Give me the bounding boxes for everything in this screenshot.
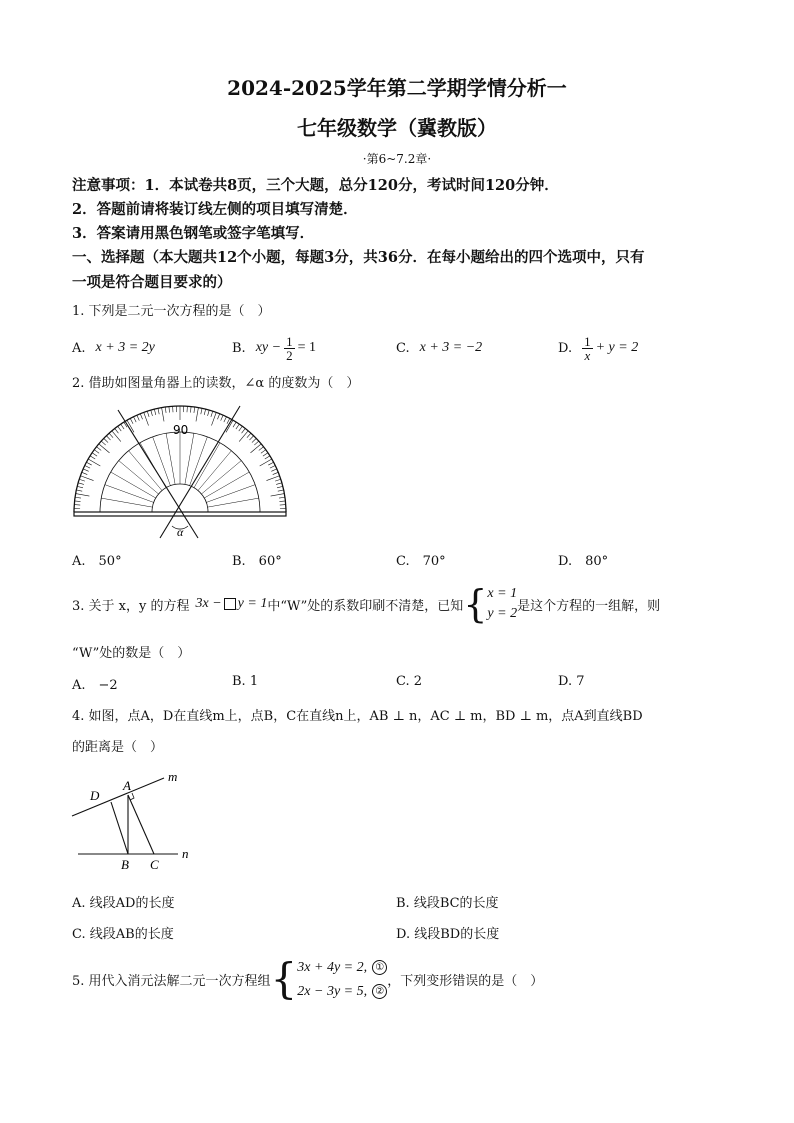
note-3: 3．答案请用黑色钢笔或签字笔填写．	[72, 225, 315, 242]
protractor-radial-line	[201, 461, 241, 494]
protractor-radial-line	[204, 472, 249, 498]
protractor-tick	[196, 408, 198, 422]
protractor-tick	[75, 497, 81, 498]
q5-eq1-row	[297, 955, 387, 979]
q1-option-a	[72, 330, 155, 366]
protractor-tick	[275, 479, 281, 481]
q5-eq2: 2x − 3y = 5,	[297, 984, 368, 999]
protractor-tick	[271, 494, 285, 496]
protractor-tick	[85, 466, 90, 469]
label-D: D	[90, 788, 100, 803]
protractor-tick	[106, 436, 110, 440]
q2-option-a: A. 50°	[72, 554, 122, 569]
protractor-tick	[92, 453, 97, 456]
q2-option-b: B. 60°	[232, 554, 282, 569]
q3-option-a: A. −2	[72, 678, 118, 693]
protractor-tick	[250, 444, 261, 453]
protractor-tick	[101, 441, 105, 445]
q1-c-math: x + 3 = −2	[419, 340, 483, 355]
protractor-90-label: 90	[173, 423, 189, 437]
q3-line-1	[72, 582, 660, 626]
q3-sys-2: y = 2	[487, 606, 518, 621]
protractor-tick	[266, 476, 279, 481]
protractor-figure	[70, 402, 290, 542]
protractor-tick	[279, 497, 285, 498]
q4-option-c: C. 线段AB的长度	[72, 927, 174, 942]
protractor-radial-line	[194, 443, 220, 488]
q3-option-b: B. 1	[232, 674, 259, 689]
protractor-tick	[273, 472, 279, 474]
q1-option-d	[558, 328, 638, 368]
protractor-radial-line	[185, 433, 194, 484]
q5-system-brace: {	[270, 954, 298, 1003]
protractor-tick	[260, 459, 272, 466]
protractor-tick	[271, 469, 276, 471]
protractor-tick	[236, 424, 239, 429]
protractor-tick	[151, 410, 153, 416]
alpha-label: α	[177, 525, 184, 539]
protractor-tick	[221, 415, 223, 420]
protractor-tick	[277, 486, 283, 487]
protractor-tick	[140, 414, 142, 420]
protractor-tick	[242, 428, 246, 433]
protractor-tick	[259, 447, 264, 451]
protractor-tick	[263, 453, 268, 456]
q1-c-label: C.	[396, 340, 410, 356]
q3-mid: 中“W”处的系数印刷不清楚，已知	[267, 598, 464, 614]
q3-system-brace: {	[463, 582, 488, 626]
q3-line-2: “W”处的数是（ ）	[72, 646, 191, 661]
label-m: m	[168, 769, 178, 784]
protractor-tick	[211, 412, 216, 425]
protractor-tick	[86, 462, 91, 465]
protractor-tick	[96, 447, 101, 451]
q4-option-a: A. 线段AD的长度	[72, 896, 175, 911]
q3-option-c: C. 2	[396, 674, 423, 689]
protractor-tick	[112, 431, 121, 442]
q3-sys-1: x = 1	[487, 586, 518, 601]
protractor-tick	[147, 411, 149, 417]
protractor-radial-line	[111, 472, 156, 498]
protractor-tick	[208, 410, 210, 416]
q4-line-2: 的距离是（ ）	[72, 740, 164, 755]
protractor-tick	[130, 418, 133, 423]
protractor-tick	[194, 407, 195, 413]
q5-post: ，下列变形错误的是（ ）	[387, 973, 544, 989]
protractor-tick	[265, 456, 270, 459]
protractor-tick	[134, 417, 137, 422]
protractor-tick	[169, 407, 170, 413]
protractor-tick	[104, 438, 108, 442]
q1-a-label: A.	[72, 340, 86, 356]
protractor-radial-line	[206, 485, 255, 503]
label-C: C	[150, 857, 159, 872]
q1-d-fraction	[582, 335, 593, 362]
q1-b-post: = 1	[297, 340, 316, 355]
q5-eq2-row	[297, 979, 387, 1003]
protractor-tick	[115, 428, 119, 433]
line-m	[72, 778, 164, 816]
protractor-tick	[249, 436, 253, 440]
exam-title: 2024-2025学年第二学期学情分析一	[227, 76, 567, 100]
q1-option-c	[396, 330, 482, 366]
protractor-tick	[78, 483, 84, 485]
q4-option-d: D. 线段BD的长度	[396, 927, 500, 942]
protractor-radial-line	[105, 485, 154, 503]
protractor-tick	[76, 494, 90, 496]
protractor-tick	[252, 438, 256, 442]
q3-option-d: D. 7	[558, 674, 585, 689]
q1-stem: 1. 下列是二元一次方程的是（ ）	[72, 304, 271, 319]
q1-option-b	[232, 328, 316, 368]
q2-option-d: D. 80°	[558, 554, 609, 569]
protractor-radial-line	[190, 437, 208, 486]
protractor-tick	[90, 456, 95, 459]
protractor-radial-line	[101, 498, 152, 507]
protractor-tick	[239, 426, 243, 431]
protractor-ticks	[74, 406, 286, 512]
protractor-radial-line	[129, 451, 162, 491]
protractor-tick	[276, 483, 282, 485]
protractor-tick	[233, 422, 236, 427]
protractor-tick	[278, 490, 284, 491]
protractor-tick	[217, 414, 219, 420]
protractor-tick	[118, 426, 122, 431]
protractor-tick	[158, 408, 159, 414]
q5-line	[72, 954, 543, 1004]
q2-stem: 2. 借助如图量角器上的读数，∠α 的度数为（ ）	[72, 376, 360, 391]
protractor-tick	[83, 469, 88, 471]
protractor-base	[74, 512, 286, 516]
notes-line-1	[72, 174, 559, 195]
q1-b-fraction	[284, 335, 295, 362]
notes-lead: 注意事项：	[72, 177, 145, 194]
protractor-tick	[254, 441, 258, 445]
protractor-tick	[261, 450, 266, 454]
protractor-tick	[165, 407, 166, 413]
q3-eq-a: 3x −	[195, 596, 222, 611]
segment-BD	[111, 802, 128, 854]
protractor-tick	[80, 476, 93, 481]
protractor-tick	[224, 417, 227, 422]
protractor-tick	[201, 408, 202, 414]
q5-eq1: 3x + 4y = 2,	[297, 960, 368, 975]
exam-scope: ·第6~7.2章·	[362, 152, 432, 166]
q4-option-b: B. 线段BC的长度	[396, 896, 499, 911]
label-B: B	[121, 857, 129, 872]
protractor-tick	[162, 408, 164, 422]
protractor-tick	[82, 472, 88, 474]
note-2: 2．答题前请将装订线左侧的项目填写清楚．	[72, 201, 358, 218]
protractor-tick	[226, 420, 233, 432]
note-1: 1．本试卷共8页，三个大题，总分120分，考试时间120分钟．	[144, 177, 559, 194]
section1-line-1: 一、选择题（本大题共12个小题，每题3分，共36分．在每小题给出的四个选项中，只有	[72, 249, 645, 266]
protractor-tick	[190, 407, 191, 413]
label-A: A	[123, 778, 131, 793]
protractor-radial-line	[198, 451, 231, 491]
q1-d-den: x	[584, 347, 591, 363]
q1-b-label: B.	[232, 340, 246, 356]
protractor-tick	[79, 479, 85, 481]
protractor-tick	[144, 412, 149, 425]
protractor-tick	[94, 450, 99, 454]
protractor-tick	[137, 415, 139, 420]
protractor-tick	[268, 462, 273, 465]
blurred-coefficient-box	[224, 598, 236, 610]
protractor-radial-line	[153, 437, 171, 486]
q3-post: 是这个方程的一组解，则	[517, 598, 661, 614]
q1-b-num: 1	[286, 333, 293, 349]
q1-a-math: x + 3 = 2y	[95, 340, 155, 355]
protractor-tick	[99, 444, 110, 453]
protractor-tick	[239, 431, 248, 442]
right-angle-mark	[130, 793, 134, 800]
protractor-tick	[77, 486, 83, 487]
q1-d-post: + y = 2	[595, 340, 639, 355]
protractor-center-arc	[152, 484, 208, 512]
q3-pre: 3. 关于 x，y 的方程	[72, 598, 190, 614]
protractor-tick	[279, 501, 285, 502]
protractor-tick	[204, 409, 205, 415]
q2-option-c: C. 70°	[396, 554, 446, 569]
q4-line-1: 4. 如图，点A，D在直线m上，点B，C在直线n上，AB ⊥ n，AC ⊥ m，BD ⊥ m，点A到直线BD	[72, 709, 643, 724]
protractor-tick	[76, 490, 82, 491]
protractor-tick	[154, 409, 155, 415]
protractor-tick	[247, 433, 251, 437]
protractor-tick	[121, 424, 124, 429]
q1-b-pre: xy −	[255, 340, 282, 355]
protractor-tick	[88, 459, 100, 466]
q5-eq1-mark: ①	[372, 960, 387, 975]
protractor-tick	[270, 466, 275, 469]
q1-d-label: D.	[558, 340, 573, 356]
exam-subtitle: 七年级数学（冀教版）	[297, 116, 497, 140]
protractor-tick	[75, 501, 81, 502]
q3-system	[487, 584, 517, 624]
geometry-figure	[68, 768, 198, 876]
q1-d-num: 1	[584, 333, 591, 349]
q5-pre: 5. 用代入消元法解二元一次方程组	[72, 973, 271, 989]
section1-line-2: 一项是符合题目要求的）	[72, 274, 232, 291]
q3-eq-b: y = 1	[237, 596, 268, 611]
protractor-tick	[109, 433, 113, 437]
q1-b-den: 2	[286, 347, 293, 363]
protractor-radial-line	[166, 433, 175, 484]
segment-AC	[128, 795, 154, 854]
label-n: n	[182, 846, 189, 861]
q5-eq2-mark: ②	[372, 984, 387, 999]
protractor-tick	[211, 411, 213, 417]
protractor-radial-line	[208, 498, 259, 507]
q5-system	[297, 955, 387, 1003]
